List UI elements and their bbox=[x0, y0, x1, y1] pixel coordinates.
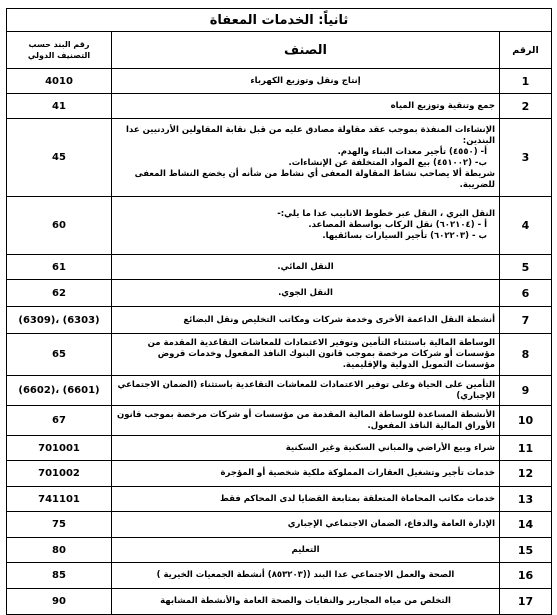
table-row bbox=[7, 119, 552, 197]
table-row bbox=[7, 512, 552, 538]
row-number: 12 bbox=[500, 461, 552, 487]
table-row bbox=[7, 334, 552, 376]
table-row bbox=[7, 487, 552, 512]
description-line: شراء وبيع الأراضي والمباني السكنية وغير السكنية bbox=[285, 442, 495, 453]
row-description bbox=[112, 255, 500, 280]
row-description bbox=[112, 119, 500, 197]
description-line: أ- (٤٥٥٠) تأجير معدات البناء والهدم. bbox=[337, 146, 487, 157]
description-line: النقل المائي. bbox=[277, 261, 334, 272]
table-row bbox=[7, 197, 552, 255]
row-description bbox=[112, 280, 500, 307]
row-code: (6602)، (6601) bbox=[7, 376, 112, 406]
row-number: 16 bbox=[500, 563, 552, 589]
row-number: 17 bbox=[500, 589, 552, 615]
description-line: الإنشاءات المنفذة بموجب عقد مقاولة مصادق عليه من قبل نقابة المقاولين الأردنيين عدا البندين: bbox=[126, 124, 495, 146]
description-line: التخلص من مياه المجارير والنفايات والصحة العامة والأنشطة المشابهة bbox=[160, 596, 451, 606]
description-line: الصحة والعمل الاجتماعي عدا البند ((٨٥٣٢٠٣) أنشطة الجمعيات الخيرية ) bbox=[156, 570, 455, 580]
table-row bbox=[7, 436, 552, 461]
row-number: 9 bbox=[500, 376, 552, 406]
header-code: رقم البند حسب التصنيف الدولي bbox=[7, 32, 112, 69]
row-description bbox=[112, 197, 500, 255]
row-number: 2 bbox=[500, 94, 552, 119]
row-description bbox=[112, 512, 500, 538]
table-row bbox=[7, 538, 552, 563]
row-description bbox=[112, 334, 500, 376]
row-description bbox=[112, 487, 500, 512]
table-row bbox=[7, 461, 552, 487]
table-row bbox=[7, 589, 552, 615]
row-code: 61 bbox=[7, 255, 112, 280]
description-line: الوساطة المالية باستثناء التأمين وتوفير الاعتمادات للمعاشات التقاعدية المقدمة من مؤسسات أو شركات مرخصة بموجب قانون البنوك النافذ المفعول وخدمات قروض مؤسسات التمويل الدولية والإقليمية. bbox=[147, 338, 495, 370]
row-number: 15 bbox=[500, 538, 552, 563]
row-number: 8 bbox=[500, 334, 552, 376]
description-line: الأنشطة المساعدة للوساطة المالية المقدمة من مؤسسات أو شركات مرخصة بموجب قانون الأوراق المالية النافذ المفعول. bbox=[116, 409, 495, 431]
row-number: 4 bbox=[500, 197, 552, 255]
description-line: ب - (٦٠٢٢٠٣) تأجير السيارات بسائقيها. bbox=[322, 231, 487, 241]
row-description bbox=[112, 563, 500, 589]
table-row bbox=[7, 94, 552, 119]
row-number: 11 bbox=[500, 436, 552, 461]
row-number: 3 bbox=[500, 119, 552, 197]
row-description bbox=[112, 69, 500, 94]
description-line: جمع وتنقية وتوزيع المياه bbox=[390, 100, 495, 111]
row-code: 62 bbox=[7, 280, 112, 307]
row-code: 701002 bbox=[7, 461, 112, 487]
table-row bbox=[7, 406, 552, 436]
row-code: 60 bbox=[7, 197, 112, 255]
row-code: (6309)، (6303) bbox=[7, 307, 112, 334]
description-line: شريطة ألا يصاحب نشاط المقاولة المعفى أي نشاط من شأنه أن يخضع النشاط المعفى للضريبة. bbox=[134, 168, 495, 190]
table-row bbox=[7, 280, 552, 307]
row-number: 5 bbox=[500, 255, 552, 280]
row-description bbox=[112, 538, 500, 563]
description-line: خدمات مكاتب المحاماة المتعلقة بمتابعة القضايا لدى المحاكم فقط bbox=[220, 493, 495, 504]
table-row bbox=[7, 307, 552, 334]
row-code: 85 bbox=[7, 563, 112, 589]
description-line: التأمين على الحياة وعلى توفير الاعتمادات للمعاشات التقاعدية باستثناء (الضمان الاجتماعي الإجباري) bbox=[117, 379, 495, 401]
description-line: الإدارة العامة والدفاع، الضمان الاجتماعي الإجباري bbox=[287, 519, 495, 529]
row-description bbox=[112, 406, 500, 436]
description-line: أ - (٦٠٢١٠٤) نقل الركاب بواسطة المصاعد. bbox=[308, 220, 487, 230]
row-description bbox=[112, 589, 500, 615]
row-code: 41 bbox=[7, 94, 112, 119]
description-line: أنشطة النقل الداعمة الأخرى وخدمة شركات ومكاتب التخليص ونقل البضائع bbox=[183, 314, 495, 325]
row-description bbox=[112, 461, 500, 487]
row-number: 13 bbox=[500, 487, 552, 512]
row-code: 741101 bbox=[7, 487, 112, 512]
row-number: 14 bbox=[500, 512, 552, 538]
row-code: 4010 bbox=[7, 69, 112, 94]
description-line: إنتاج ونقل وتوزيع الكهرباء bbox=[250, 75, 361, 86]
table-title: ثانياً: الخدمات المعفاة bbox=[7, 9, 552, 32]
row-description bbox=[112, 307, 500, 334]
table-row bbox=[7, 376, 552, 406]
description-line: النقل البري ، النقل عبر خطوط الانابيب عدا ما يلي:- bbox=[277, 209, 495, 219]
row-number: 6 bbox=[500, 280, 552, 307]
row-code: 45 bbox=[7, 119, 112, 197]
description-line: خدمات تأجير وتشغيل العقارات المملوكة ملكية شخصية أو المؤجرة bbox=[220, 468, 495, 478]
table-row bbox=[7, 255, 552, 280]
row-code: 67 bbox=[7, 406, 112, 436]
row-code: 90 bbox=[7, 589, 112, 615]
table-row bbox=[7, 563, 552, 589]
row-code: 65 bbox=[7, 334, 112, 376]
description-line: ب- (٤٥١٠٠٢) بيع المواد المتخلفة عن الإنشاءات. bbox=[288, 157, 487, 168]
row-number: 1 bbox=[500, 69, 552, 94]
row-number: 10 bbox=[500, 406, 552, 436]
row-code: 80 bbox=[7, 538, 112, 563]
row-code: 701001 bbox=[7, 436, 112, 461]
description-line: النقل الجوي. bbox=[278, 287, 333, 298]
table-body bbox=[7, 69, 552, 615]
row-description bbox=[112, 376, 500, 406]
row-description bbox=[112, 436, 500, 461]
row-code: 75 bbox=[7, 512, 112, 538]
row-number: 7 bbox=[500, 307, 552, 334]
exempt-services-table bbox=[6, 8, 552, 615]
description-line: التعليم bbox=[291, 544, 320, 555]
header-description: الصنف bbox=[112, 32, 500, 69]
row-description bbox=[112, 94, 500, 119]
table-row bbox=[7, 69, 552, 94]
header-number: الرقم bbox=[500, 32, 552, 69]
